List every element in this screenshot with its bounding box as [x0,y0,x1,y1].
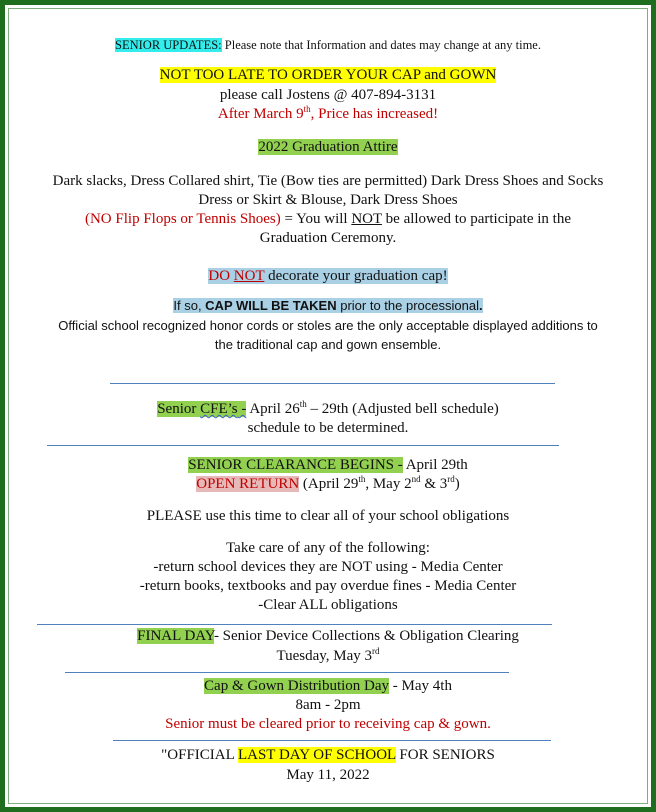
distribution-note: Senior must be cleared prior to receiving cap & gown. [165,716,491,732]
cap-taken-prior: prior to the processional [336,298,479,313]
attire-title-line [5,139,651,156]
take-care-line: Take care of any of the following: [226,540,430,556]
open-return-sup2: nd [411,474,421,484]
price-post: , Price has increased! [310,106,439,122]
decorate-not: NOT [233,268,265,284]
cap-gown-headline-line [5,67,651,84]
last-day-label: LAST DAY OF SCHOOL [237,747,396,763]
price-pre: After March 9 [217,106,304,122]
cfe-line-2: schedule to be determined. [247,420,409,436]
cfe-date-sup: th [299,399,307,409]
cap-taken-period: . [478,298,483,313]
decorate-line [5,268,651,285]
obligation-item-1: -return school devices they are NOT using - Media Center [153,559,503,575]
last-day-line [5,747,651,764]
open-return-line [5,476,651,493]
cfe-date-mid: – 29th (Adjusted bell schedule) [306,401,499,417]
cfe-label-b: CFE’s [200,401,238,417]
final-day-date [5,648,651,665]
divider-3 [37,624,552,625]
distribution-line [5,678,651,695]
final-day-label: FINAL DAY [137,628,214,644]
final-day-date-pre: Tuesday, May 3 [276,648,373,664]
open-return-sup1: th [358,474,366,484]
attire-title: 2022 Graduation Attire [258,139,398,155]
clearance-date: April 29th [402,457,468,473]
last-day-pre: "OFFICIAL [161,747,238,763]
open-return-label: OPEN RETURN [196,476,300,492]
cfe-dash: - [237,401,247,417]
senior-updates-note: Please note that Information and dates may change at any time. [221,38,541,52]
last-day-post: FOR SENIORS [395,747,495,763]
open-return-sup3: rd [447,474,455,484]
final-day-line [5,628,651,645]
open-return-mid: , May 2 [365,476,412,492]
price-increase-notice [5,106,651,123]
open-return-end: ) [454,476,460,492]
obligation-item-2: -return books, textbooks and pay overdue fines - Media Center [139,578,517,594]
clearance-label: SENIOR CLEARANCE BEGINS - [188,457,403,473]
open-return-pre: (April 29 [299,476,359,492]
cfe-label-a: Senior [157,401,201,417]
divider-4 [65,672,509,673]
jostens-call: please call Jostens @ 407-894-3131 [219,87,437,103]
divider-1 [110,383,555,384]
senior-updates-label: SENIOR UPDATES: [115,38,222,52]
distribution-time: 8am - 2pm [295,697,361,713]
attire-warning [5,211,651,228]
decorate-rest: decorate your graduation cap! [264,268,448,284]
cfe-date-pre: April 26 [246,401,300,417]
attire-line-4: Graduation Ceremony. [259,230,397,246]
cap-taken-if-so: If so, [173,298,206,313]
final-day-date-sup: rd [372,646,380,656]
attire-line-2: Dress or Skirt & Blouse, Dark Dress Shoes [198,192,458,208]
cap-taken-line [5,298,651,313]
decorate-do: DO [208,268,234,284]
obligation-item-3: -Clear ALL obligations [258,597,398,613]
distribution-rest: - May 4th [389,678,452,694]
attire-line-1: Dark slacks, Dress Collared shirt, Tie (Bow ties are permitted) Dark Dress Shoes and Socks [52,173,604,189]
cap-taken-bold: CAP WILL BE TAKEN [205,298,337,313]
price-sup: th [303,104,311,114]
cap-gown-headline: NOT TOO LATE TO ORDER YOUR CAP and GOWN [159,67,497,83]
official-line-1: Official school recognized honor cords or stoles are the only acceptable displayed additions to [58,318,598,333]
official-line-2: the traditional cap and gown ensemble. [214,337,442,352]
attire-warning-not: NOT [351,211,382,227]
distribution-label: Cap & Gown Distribution Day [204,678,390,694]
senior-updates-header [5,38,651,53]
attire-warning-red: (NO Flip Flops or Tennis Shoes) [84,211,281,227]
clearance-line [5,457,651,474]
open-return-amp: & 3 [420,476,448,492]
divider-2 [47,445,559,446]
please-line: PLEASE use this time to clear all of your school obligations [146,508,510,524]
final-day-rest: - Senior Device Collections & Obligation Clearing [213,628,519,644]
last-day-date: May 11, 2022 [286,767,370,783]
divider-5 [113,740,551,741]
attire-warning-mid: = You will [280,211,352,227]
cfe-line [5,401,651,418]
attire-warning-end: be allowed to participate in the [381,211,572,227]
